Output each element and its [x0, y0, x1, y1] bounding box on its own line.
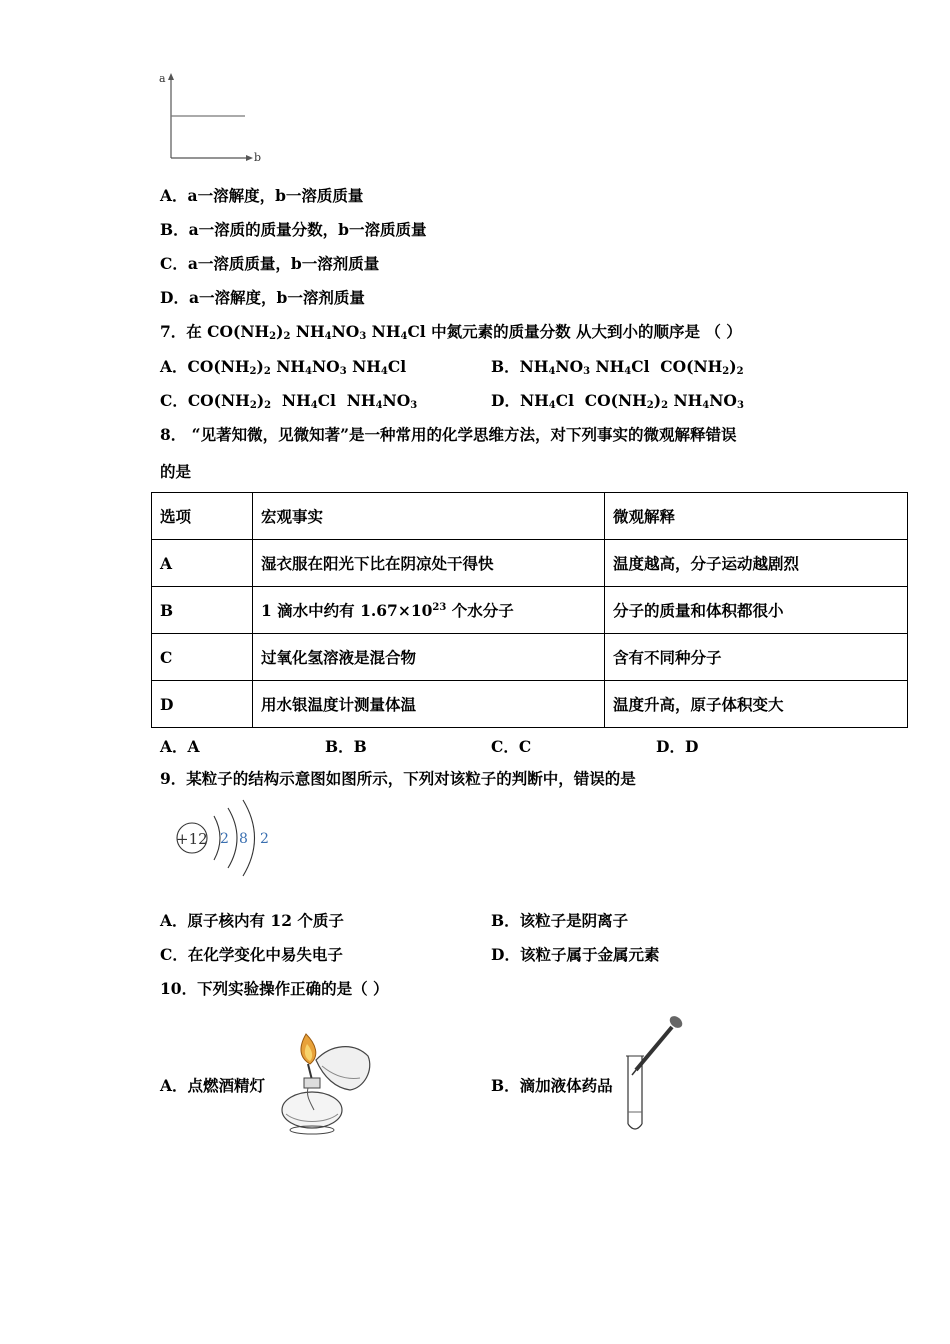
- shell-electrons-2: 8: [239, 831, 248, 847]
- table-header-row: [152, 493, 908, 540]
- q8-answer-a: A．A: [160, 737, 200, 756]
- q10-option-b: B．滴加液体药品: [491, 1076, 613, 1095]
- row-option: C: [152, 634, 253, 681]
- alcohol-lamp-illustration: [276, 1030, 386, 1136]
- row-option: B: [152, 587, 253, 634]
- q8-table: [151, 492, 908, 728]
- test-tube-bottom: [628, 1124, 642, 1129]
- table-row: [152, 540, 908, 587]
- row-option: D: [152, 681, 253, 728]
- q9-option-c: C．在化学变化中易失电子: [160, 945, 343, 964]
- q6-option-b: B．a一溶质的质量分数，b一溶质质量: [160, 220, 427, 239]
- q7-stem: 7．在 $CO(NH_2)_2$ $NH_4NO_3$ $NH_4Cl$ 中氮元素的质量分数 从大到小的顺序是 （ ）: [160, 322, 742, 342]
- table-row: [152, 634, 908, 681]
- x-axis-label: b: [254, 151, 262, 164]
- table-row: [152, 587, 908, 634]
- q7-option-c: C．$CO(NH_2)_2$ $NH_4Cl$ $NH_4NO_3$: [160, 391, 418, 411]
- solubility-graph: [150, 68, 270, 168]
- row-fact: 1 滴水中约有 $1.67\times 10^{23}$ 个水分子: [253, 587, 605, 634]
- q10-option-a: A．点燃酒精灯: [160, 1076, 266, 1095]
- row-explain: 温度升高，原子体积变大: [605, 681, 908, 728]
- q9-stem: 9．某粒子的结构示意图如图所示，下列对该粒子的判断中，错误的是: [160, 769, 636, 788]
- shell-electrons-3: 2: [260, 831, 269, 847]
- tilted-lamp-body: [316, 1047, 370, 1090]
- header-option: 选项: [152, 493, 253, 540]
- dropper-test-tube-illustration: [620, 1012, 690, 1136]
- q6-option-a: A．a一溶解度，b一溶质质量: [160, 186, 364, 205]
- q7-option-a: A．$CO(NH_2)_2$ $NH_4NO_3$ $NH_4Cl$: [160, 357, 407, 377]
- row-fact: 过氧化氢溶液是混合物: [253, 634, 605, 681]
- lamp-base: [282, 1092, 342, 1128]
- x-axis-arrow: [246, 155, 253, 161]
- shell-arc-2: [228, 808, 237, 868]
- row-explain: 分子的质量和体积都很小: [605, 587, 908, 634]
- atom-structure-diagram: [168, 798, 278, 884]
- q8-stem-line1: 8． “见著知微，见微知著”是一种常用的化学思维方法，对下列事实的微观解释错误: [160, 425, 737, 444]
- dropper-tip: [632, 1070, 636, 1075]
- y-axis-label: a: [159, 72, 166, 85]
- q7-option-d: D．$NH_4Cl$ $CO(NH_2)_2$ $NH_4NO_3$: [491, 391, 744, 411]
- q9-option-b: B．该粒子是阴离子: [491, 911, 629, 930]
- header-fact: 宏观事实: [253, 493, 605, 540]
- row-explain: 温度越高，分子运动越剧烈: [605, 540, 908, 587]
- table-row: [152, 681, 908, 728]
- q10-stem: 10．下列实验操作正确的是（ ）: [160, 979, 389, 998]
- shell-electrons-1: 2: [220, 831, 229, 847]
- q9-option-a: A．原子核内有 12 个质子: [160, 911, 344, 930]
- q7-option-b: B．$NH_4NO_3$ $NH_4Cl$ $CO(NH_2)_2$: [491, 357, 744, 377]
- q8-stem-line2: 的是: [160, 462, 192, 481]
- q8-answer-b: B．B: [325, 737, 367, 756]
- nucleus-charge: +12: [176, 830, 208, 848]
- q6-option-d: D．a一溶解度，b一溶剂质量: [160, 288, 365, 307]
- y-axis-arrow: [168, 73, 174, 80]
- q6-option-c: C．a一溶质质量，b一溶剂质量: [160, 254, 380, 273]
- q8-answer-d: D．D: [656, 737, 699, 756]
- row-fact: 用水银温度计测量体温: [253, 681, 605, 728]
- row-explain: 含有不同种分子: [605, 634, 908, 681]
- header-explain: 微观解释: [605, 493, 908, 540]
- row-option: A: [152, 540, 253, 587]
- row-fact: 湿衣服在阳光下比在阴凉处干得快: [253, 540, 605, 587]
- q8-answer-c: C．C: [491, 737, 532, 756]
- lamp-neck: [304, 1078, 320, 1088]
- q9-option-d: D．该粒子属于金属元素: [491, 945, 660, 964]
